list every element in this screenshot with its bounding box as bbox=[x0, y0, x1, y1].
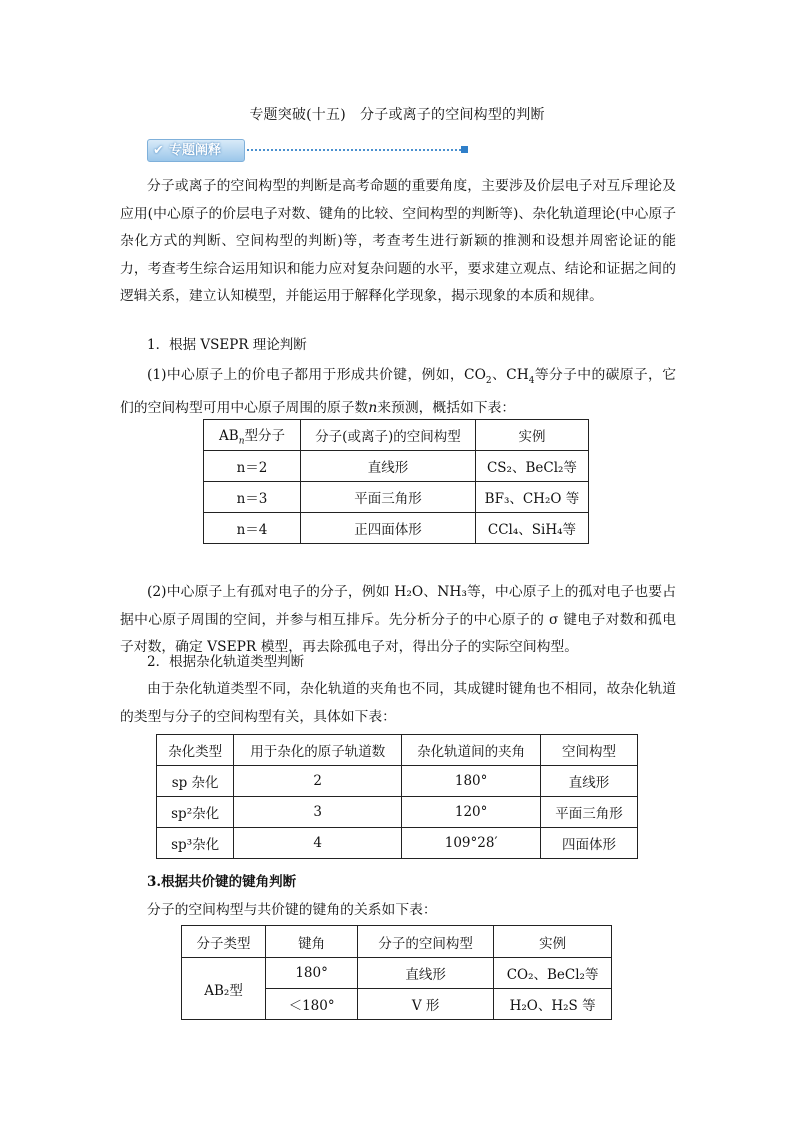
table-header-cell: 用于杂化的原子轨道数 bbox=[234, 735, 402, 766]
table-row bbox=[157, 766, 638, 797]
table-cell: n＝3 bbox=[204, 482, 301, 513]
banner-dotted-line bbox=[247, 149, 461, 151]
table-cell: 180° bbox=[266, 958, 358, 989]
table-cell: 120° bbox=[402, 797, 541, 828]
hybridization-table bbox=[156, 734, 638, 859]
banner-end-square bbox=[461, 146, 468, 153]
table-cell: 平面三角形 bbox=[301, 482, 476, 513]
table-cell: H₂O、H₂S 等 bbox=[494, 989, 612, 1020]
table-cell: CS₂、BeCl₂等 bbox=[475, 451, 588, 482]
table-cell: 直线形 bbox=[301, 451, 476, 482]
table-cell: 平面三角形 bbox=[541, 797, 638, 828]
section3-paragraph: 分子的空间构型与共价键的键角的关系如下表： bbox=[147, 902, 437, 918]
table-cell: 正四面体形 bbox=[301, 513, 476, 544]
table-cell: 四面体形 bbox=[541, 828, 638, 859]
table-header-cell: 实例 bbox=[494, 926, 612, 958]
page-title: 专题突破(十五) 分子或离子的空间构型的判断 bbox=[249, 107, 545, 123]
table-header-cell: $AB_n$型分子 bbox=[204, 420, 301, 451]
table-header-cell: 分子类型 bbox=[182, 926, 266, 958]
table-cell: BF₃、CH₂O 等 bbox=[475, 482, 588, 513]
table-cell: 直线形 bbox=[358, 958, 494, 989]
check-icon: ✔ bbox=[153, 143, 164, 158]
table-cell: sp 杂化 bbox=[157, 766, 234, 797]
table-cell: ＜180° bbox=[266, 989, 358, 1020]
table-header-cell: 实例 bbox=[475, 420, 588, 451]
intro-paragraph: 分子或离子的空间构型的判断是高考命题的重要角度，主要涉及价层电子对互斥理论及应用(中心原子的价层电子对数、键角的比较、空间构型的判断等)、杂化轨道理论(中心原子杂化方式的判断、空间构型的判断)等，考查考生进行新颖的推测和设想并周密论证的能力，考查考生综合运用知识和能力应对复杂问题的水平，要求建立观点、结论和证据之间的逻辑关系，建立认知模型，并能运用于解释化学现象，揭示现象的本质和规律。 bbox=[120, 178, 676, 304]
table-cell: AB₂型 bbox=[182, 958, 266, 1020]
section1-paragraph1: (1)中心原子上的价电子都用于形成共价键，例如，$CO_2$、$CH_4$等分子中的碳原子，它们的空间构型可用中心原子周围的原子数n来预测，概括如下表： bbox=[120, 367, 676, 417]
banner-label-box bbox=[147, 139, 245, 162]
table-cell: sp²杂化 bbox=[157, 797, 234, 828]
table-row bbox=[157, 828, 638, 859]
banner-label: 专题阐释 bbox=[169, 143, 222, 158]
table-cell: n＝4 bbox=[204, 513, 301, 544]
table-header-cell: 空间构型 bbox=[541, 735, 638, 766]
section1-paragraph2: (2)中心原子上有孤对电子的分子，例如 H₂O、NH₃等，中心原子上的孤对电子也要占据中心原子周围的空间，并参与相互排斥。先分析分子的中心原子的 σ 键电子对数和孤电子对数，确定 VSEPR 模型，再去除孤电子对，得出分子的实际空间构型。 bbox=[120, 584, 676, 655]
table-cell: CCl₄、SiH₄等 bbox=[475, 513, 588, 544]
table-cell: 109°28′ bbox=[402, 828, 541, 859]
table-row bbox=[204, 451, 589, 482]
table-cell: 180° bbox=[402, 766, 541, 797]
table-cell: 4 bbox=[234, 828, 402, 859]
table-cell: 2 bbox=[234, 766, 402, 797]
table-header-cell: 分子(或离子)的空间构型 bbox=[301, 420, 476, 451]
table-header-cell: 分子的空间构型 bbox=[358, 926, 494, 958]
section1-heading: 1．根据 VSEPR 理论判断 bbox=[147, 337, 307, 353]
table-cell: 直线形 bbox=[541, 766, 638, 797]
table-cell: V 形 bbox=[358, 989, 494, 1020]
section2-heading: 2．根据杂化轨道类型判断 bbox=[147, 654, 305, 670]
section2-paragraph: 由于杂化轨道类型不同，杂化轨道的夹角也不同，其成键时键角也不相同，故杂化轨道的类型与分子的空间构型有关，具体如下表： bbox=[120, 681, 676, 725]
section3-heading: 3.根据共价键的键角判断 bbox=[147, 874, 297, 890]
table-cell: 3 bbox=[234, 797, 402, 828]
table-header-cell: 杂化类型 bbox=[157, 735, 234, 766]
bond-angle-table bbox=[181, 925, 612, 1020]
table-row bbox=[204, 513, 589, 544]
section-banner bbox=[147, 139, 469, 161]
table-row bbox=[157, 797, 638, 828]
table-row bbox=[182, 958, 612, 989]
table-cell: CO₂、BeCl₂等 bbox=[494, 958, 612, 989]
table-header-cell: 键角 bbox=[266, 926, 358, 958]
table-cell: n＝2 bbox=[204, 451, 301, 482]
vsepr-table bbox=[203, 419, 589, 544]
table-header-cell: 杂化轨道间的夹角 bbox=[402, 735, 541, 766]
table-cell: sp³杂化 bbox=[157, 828, 234, 859]
table-row bbox=[204, 482, 589, 513]
